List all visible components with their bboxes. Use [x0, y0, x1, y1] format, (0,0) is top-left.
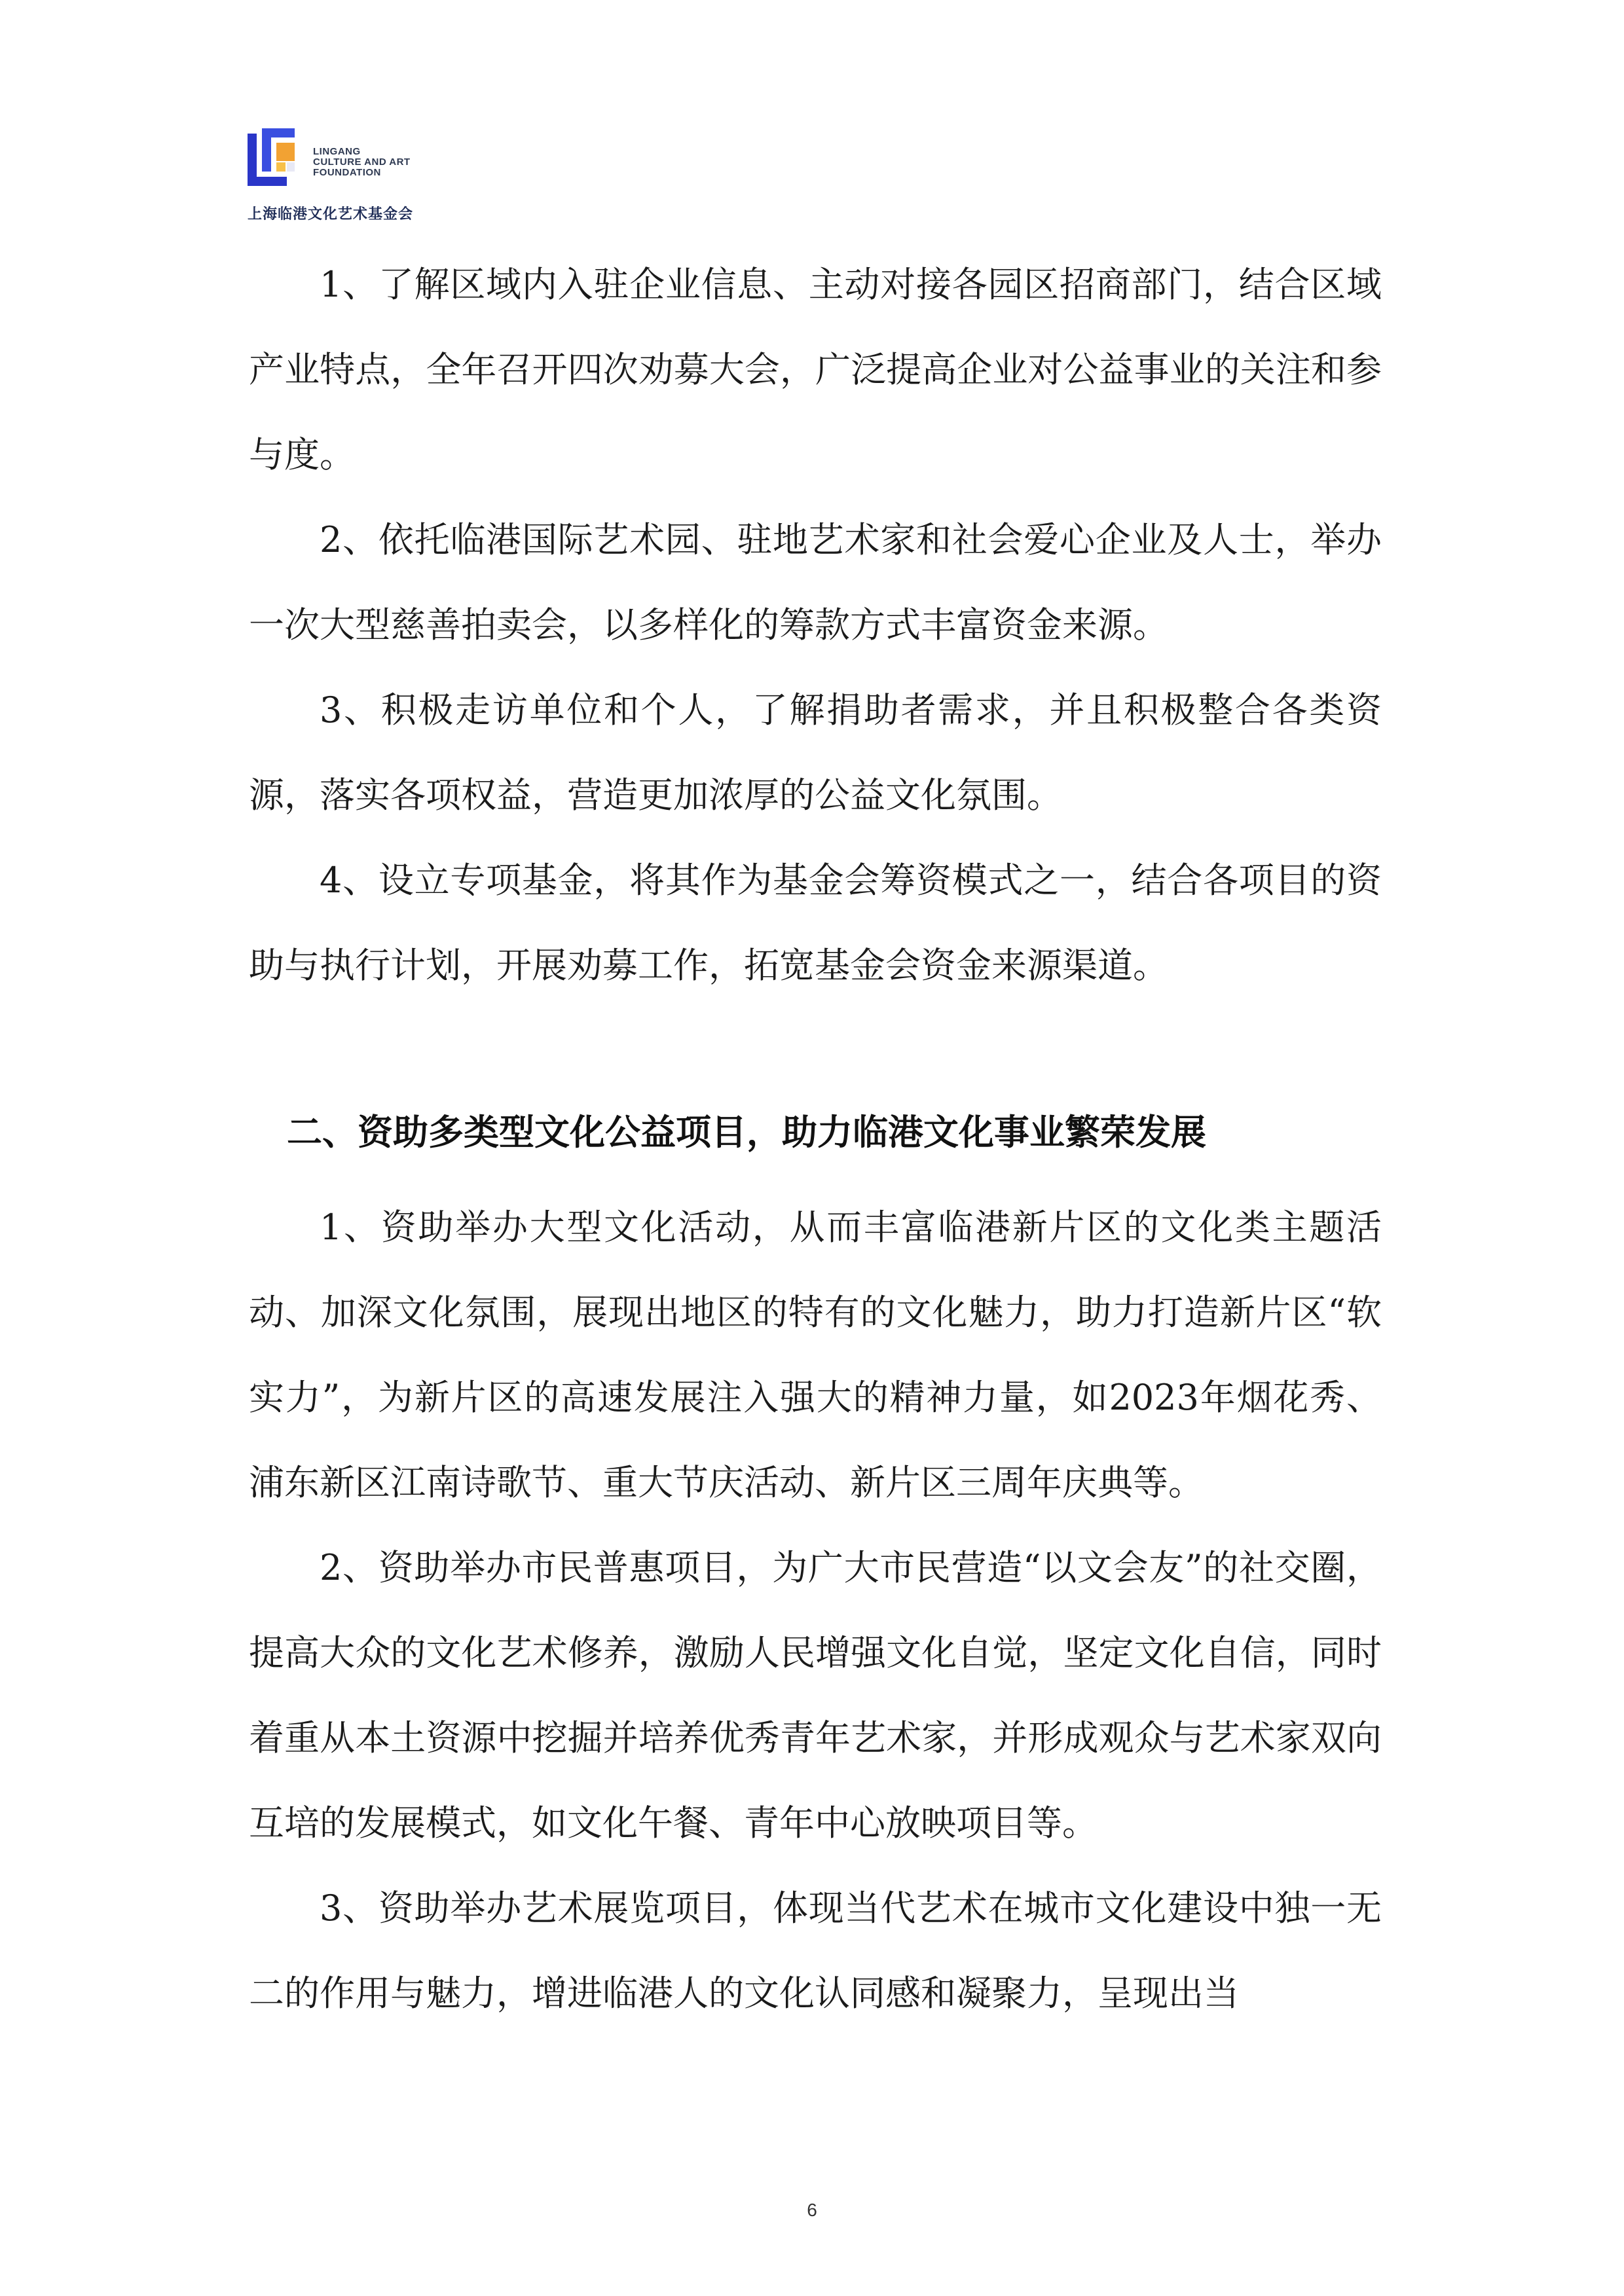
logo-english-text: [313, 147, 411, 178]
foundation-logo: [248, 128, 444, 227]
paragraph-1-1: 1、了解区域内入驻企业信息、主动对接各园区招商部门，结合区域产业特点，全年召开四次劝募大会，广泛提高企业对公益事业的关注和参与度。: [249, 264, 1382, 475]
paragraph-2-1: 1、资助举办大型文化活动，从而丰富临港新片区的文化类主题活动、加深文化氛围，展现出地区的特有的文化魅力，助力打造新片区“软实力”，为新片区的高速发展注入强大的精神力量，如2023年烟花秀、浦东新区江南诗歌节、重大节庆活动、新片区三周年庆典等。: [249, 1207, 1382, 1503]
paragraph-2-3: 3、资助举办艺术展览项目，体现当代艺术在城市文化建设中独一无二的作用与魅力，增进临港人的文化认同感和凝聚力，呈现出当: [249, 1887, 1382, 2014]
logo-line-3: FOUNDATION: [313, 167, 381, 178]
paragraph-2-2: 2、资助举办市民普惠项目，为广大市民营造“以文会友”的社交圈，提高大众的文化艺术修养，激励人民增强文化自觉，坚定文化自信，同时着重从本土资源中挖掘并培养优秀青年艺术家，并形成观众与艺术家双向互培的发展模式，如文化午餐、青年中心放映项目等。: [249, 1547, 1382, 1844]
section-1-body: [249, 242, 1382, 1008]
paragraph-1-2: 2、依托临港国际艺术园、驻地艺术家和社会爱心企业及人士，举办一次大型慈善拍卖会，以多样化的筹款方式丰富资金来源。: [249, 519, 1382, 646]
lingang-logo-icon: [248, 128, 306, 194]
page-number: 6: [807, 2200, 817, 2220]
section-2-heading: 二、资助多类型文化公益项目，助力临港文化事业繁荣发展: [287, 1112, 1206, 1153]
logo-line-2: CULTURE AND ART: [313, 156, 411, 168]
section-2-body: [249, 1185, 1382, 2036]
paragraph-1-4: 4、设立专项基金，将其作为基金会筹资模式之一，结合各项目的资助与执行计划，开展劝募工作，拓宽基金会资金来源渠道。: [249, 860, 1382, 986]
paragraph-1-3: 3、积极走访单位和个人，了解捐助者需求，并且积极整合各类资源，落实各项权益，营造更加浓厚的公益文化氛围。: [249, 689, 1382, 816]
logo-chinese-name: 上海临港文化艺术基金会: [248, 206, 414, 223]
logo-line-1: LINGANG: [313, 146, 361, 157]
